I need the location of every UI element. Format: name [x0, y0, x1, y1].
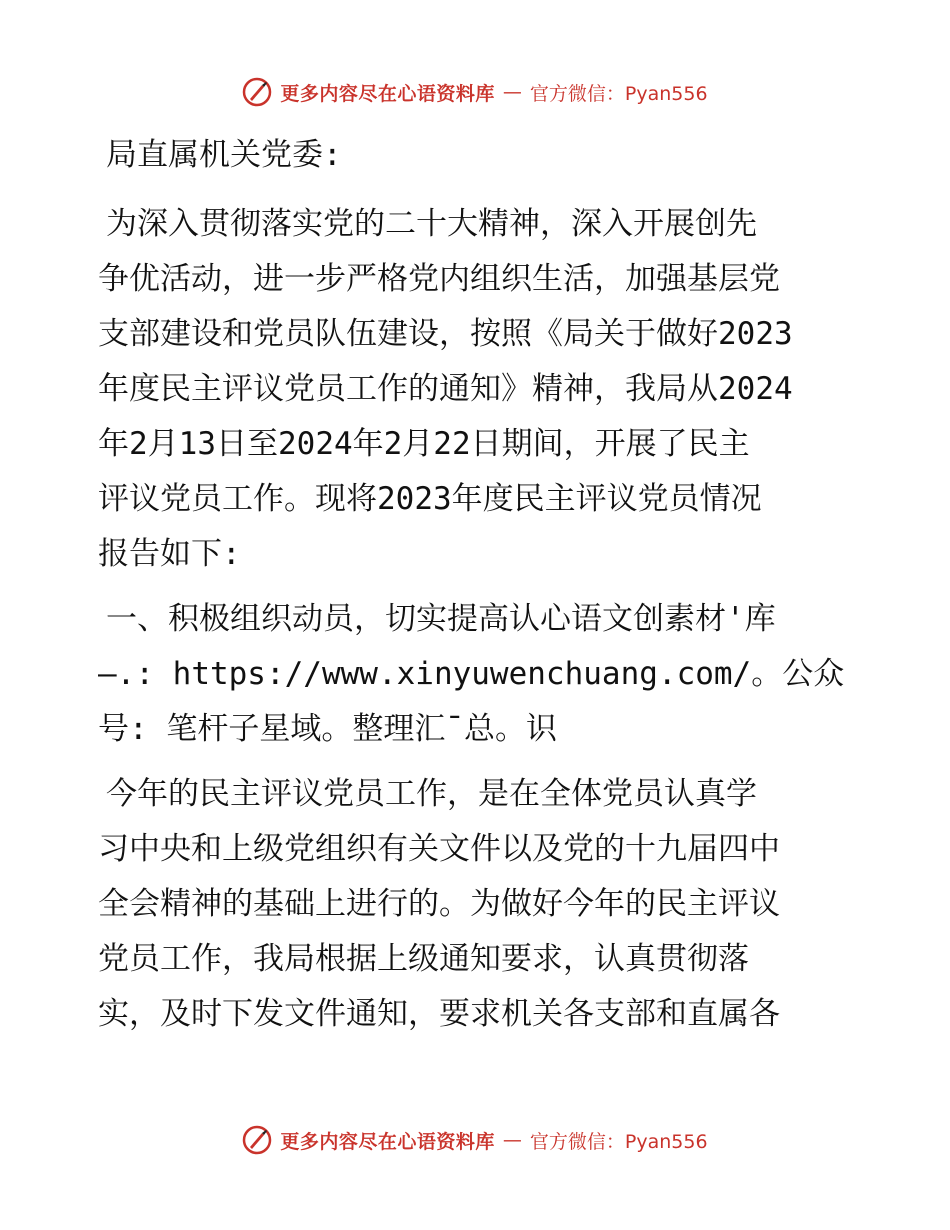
section-heading-line: 一、积极组织动员，切实提高认心语文创素材'库: [106, 601, 776, 637]
text-line: 报告如下:: [98, 536, 241, 572]
text-line: 年度民主评议党员工作的通知》精神，我局从2024: [98, 371, 793, 407]
quill-logo-icon: [242, 77, 272, 107]
banner-title: 更多内容尽在心语资料库: [280, 1130, 495, 1153]
salutation-line: 局直属机关党委:: [106, 137, 342, 173]
text-line: 为深入贯彻落实党的二十大精神，深入开展创先: [106, 206, 757, 242]
text-line: 争优活动，进一步严格党内组织生活，加强基层党: [98, 261, 780, 297]
banner-dash: —: [502, 81, 522, 103]
text-line: 支部建设和党员队伍建设，按照《局关于做好2023: [98, 316, 793, 352]
text-line: 评议党员工作。现将2023年度民主评议党员情况: [98, 481, 762, 517]
text-line: 号: 笔杆子星域。整理汇¯总。识: [98, 711, 557, 747]
paragraph-intro: [98, 197, 858, 582]
header-banner: [0, 72, 950, 112]
paragraph-section-one: [98, 592, 858, 757]
footer-banner: [0, 1120, 950, 1160]
text-line: 习中央和上级党组织有关文件以及党的十九届四中: [98, 831, 780, 867]
paragraph-body: [98, 767, 858, 1042]
quill-logo-icon: [242, 1125, 272, 1155]
document-body: [98, 128, 858, 1042]
banner-title: 更多内容尽在心语资料库: [280, 82, 495, 105]
banner-contact: 官方微信：Pyan556: [529, 82, 708, 105]
text-line: 年2月13日至2024年2月22日期间，开展了民主: [98, 426, 750, 462]
banner-contact: 官方微信：Pyan556: [529, 1130, 708, 1153]
text-line: 全会精神的基础上进行的。为做好今年的民主评议: [98, 886, 780, 922]
text-line: 实，及时下发文件通知，要求机关各支部和直属各: [98, 996, 780, 1032]
salutation: [98, 128, 858, 183]
banner-dash: —: [502, 1129, 522, 1151]
text-line: 党员工作，我局根据上级通知要求，认真贯彻落: [98, 941, 749, 977]
text-line: 今年的民主评议党员工作，是在全体党员认真学: [106, 776, 757, 812]
text-line: —.: https://www.xinyuwenchuang.com/。公众: [98, 656, 845, 692]
